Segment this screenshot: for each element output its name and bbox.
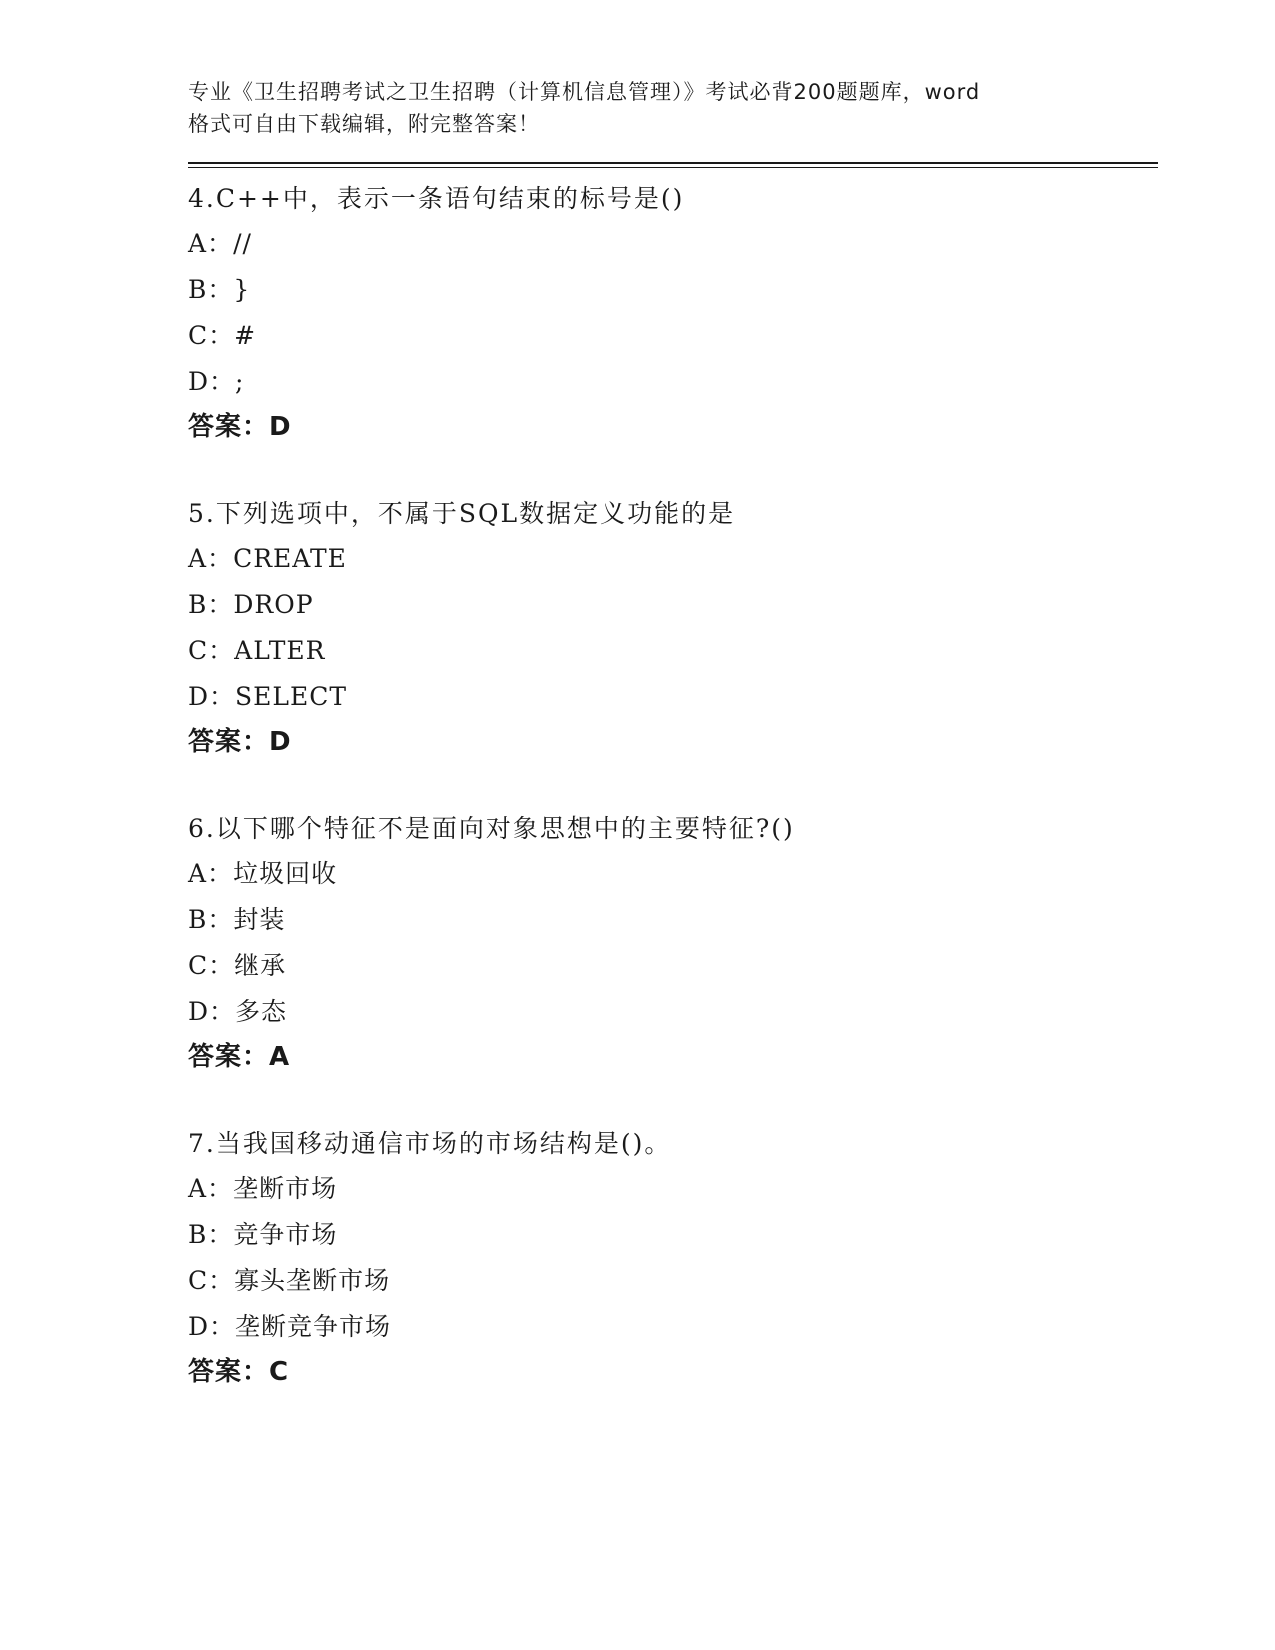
option-a xyxy=(188,851,1158,897)
option-text: 寡头垄断市场 xyxy=(234,1266,391,1295)
question-title: 7.当我国移动通信市场的市场结构是()。 xyxy=(188,1129,672,1158)
header-line-2: 格式可自由下载编辑，附完整答案！ xyxy=(188,112,540,136)
question-title: 4.C++中，表示一条语句结束的标号是() xyxy=(188,184,685,213)
option-letter: D： xyxy=(188,997,236,1026)
option-b xyxy=(188,582,1158,628)
question-7 xyxy=(188,1121,1158,1395)
option-text: 垄断竞争市场 xyxy=(235,1312,392,1341)
option-text: DROP xyxy=(233,590,314,619)
option-b xyxy=(188,1212,1158,1258)
option-d xyxy=(188,674,1158,720)
option-text: 垄断市场 xyxy=(233,1174,338,1203)
answer-label: 答案：D xyxy=(188,727,292,757)
option-text: // xyxy=(233,229,252,258)
answer-label: 答案：C xyxy=(188,1357,290,1387)
option-c xyxy=(188,1258,1158,1304)
header-divider xyxy=(188,162,1158,168)
option-text: 继承 xyxy=(234,951,287,980)
option-d xyxy=(188,1304,1158,1350)
option-letter: C： xyxy=(188,951,235,980)
option-text: 垃圾回收 xyxy=(233,859,338,888)
option-text: SELECT xyxy=(235,682,348,711)
question-list xyxy=(188,176,1158,1395)
option-text: 封装 xyxy=(233,905,286,934)
option-d xyxy=(188,989,1158,1035)
option-text: CREATE xyxy=(233,544,347,573)
answer-label: 答案：A xyxy=(188,1042,291,1072)
option-text: 竞争市场 xyxy=(233,1220,338,1249)
option-a xyxy=(188,221,1158,267)
option-d xyxy=(188,359,1158,405)
question-5 xyxy=(188,491,1158,765)
option-letter: B： xyxy=(188,590,234,619)
option-letter: A： xyxy=(188,229,234,258)
option-letter: C： xyxy=(188,1266,235,1295)
option-letter: D： xyxy=(188,682,236,711)
option-letter: A： xyxy=(188,859,234,888)
option-letter: B： xyxy=(188,1220,234,1249)
option-b xyxy=(188,897,1158,943)
option-text: ; xyxy=(235,367,245,396)
option-letter: A： xyxy=(188,1174,234,1203)
option-text: ALTER xyxy=(234,636,326,665)
option-a xyxy=(188,1166,1158,1212)
document-header xyxy=(188,76,1158,140)
option-c xyxy=(188,628,1158,674)
option-letter: B： xyxy=(188,905,234,934)
option-text: } xyxy=(233,275,251,304)
document-page xyxy=(188,76,1158,1436)
option-a xyxy=(188,536,1158,582)
answer-label: 答案：D xyxy=(188,412,292,442)
option-letter: D： xyxy=(188,1312,236,1341)
option-letter: C： xyxy=(188,321,235,350)
option-letter: A： xyxy=(188,544,234,573)
question-4 xyxy=(188,176,1158,450)
option-c xyxy=(188,313,1158,359)
option-letter: B： xyxy=(188,275,234,304)
option-text: 多态 xyxy=(235,997,288,1026)
option-letter: C： xyxy=(188,636,235,665)
option-letter: D： xyxy=(188,367,236,396)
option-text: # xyxy=(234,321,257,350)
question-title: 6.以下哪个特征不是面向对象思想中的主要特征?() xyxy=(188,814,795,843)
option-c xyxy=(188,943,1158,989)
question-6 xyxy=(188,806,1158,1080)
header-line-1: 专业《卫生招聘考试之卫生招聘（计算机信息管理）》考试必背200题题库，word xyxy=(188,80,981,104)
option-b xyxy=(188,267,1158,313)
question-title: 5.下列选项中，不属于SQL数据定义功能的是 xyxy=(188,499,736,528)
